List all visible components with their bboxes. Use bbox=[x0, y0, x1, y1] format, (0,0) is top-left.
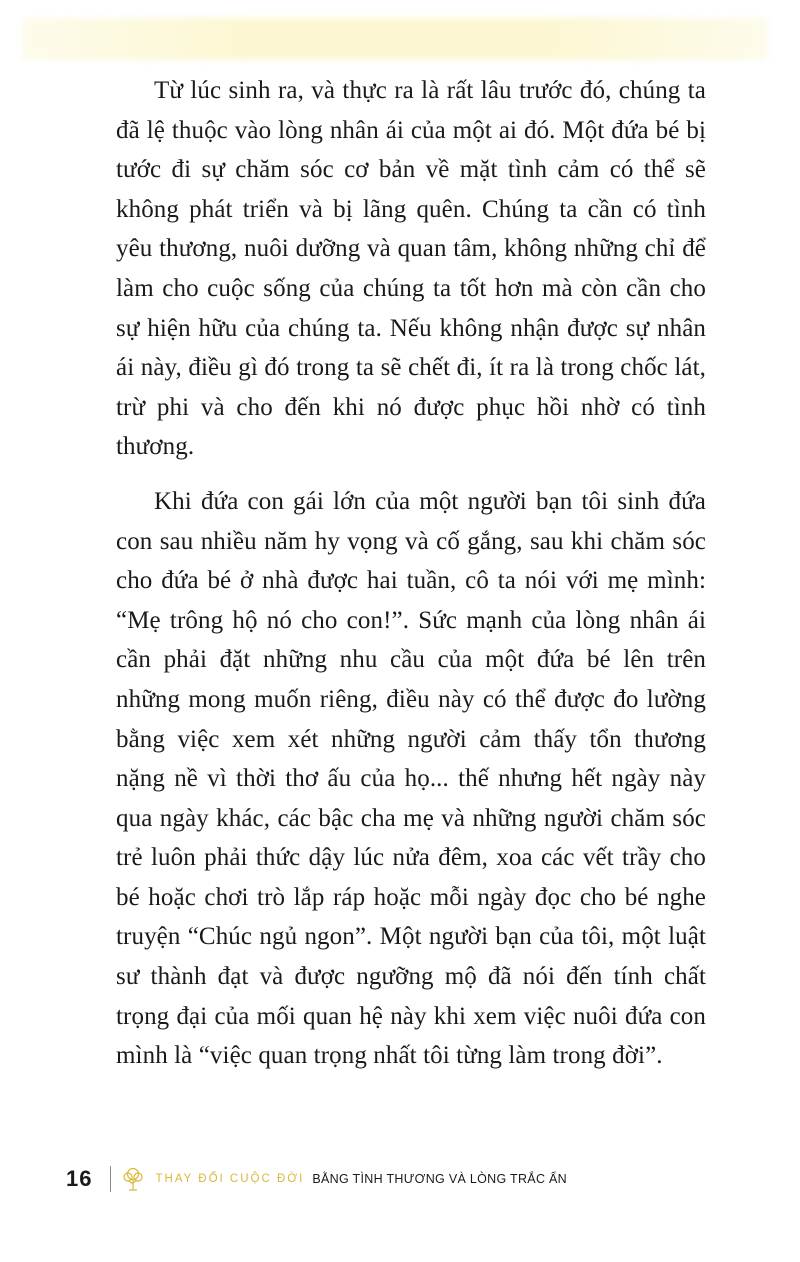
footer-divider bbox=[110, 1166, 111, 1192]
tree-icon bbox=[121, 1166, 145, 1192]
book-series-title: THAY ĐỔI CUỘC ĐỜI bbox=[155, 1173, 305, 1185]
top-highlight-band bbox=[22, 18, 768, 60]
paragraph-2: Khi đứa con gái lớn của một người bạn tôi sinh đứa con sau nhiều năm hy vọng và cố gắng, sau khi chăm sóc cho đứa bé ở nhà được hai tuần, cô ta nói với mẹ mình: “Mẹ trông hộ nó cho con!”. Sức mạnh của lòng nhân ái cần phải đặt những nhu cầu của một đứa bé lên trên những mong muốn riêng, điều này có thể được đo lường bằng việc xem xét những người cảm thấy tổn thương nặng nề vì thời thơ ấu của họ... thế nhưng hết ngày này qua ngày khác, các bậc cha mẹ và những người chăm sóc trẻ luôn phải thức dậy lúc nửa đêm, xoa các vết trầy cho bé hoặc chơi trò lắp ráp hoặc mỗi ngày đọc cho bé nghe truyện “Chúc ngủ ngon”. Một người bạn của tôi, một luật sư thành đạt và được ngưỡng mộ đã nói đến tính chất trọng đại của mối quan hệ này khi xem việc nuôi đứa con mình là “việc quan trọng nhất tôi từng làm trong đời”. bbox=[116, 487, 706, 1070]
book-subtitle: BẰNG TÌNH THƯƠNG VÀ LÒNG TRẮC ẨN bbox=[312, 1172, 568, 1186]
page-number: 16 bbox=[66, 1166, 93, 1191]
page-body bbox=[116, 71, 706, 1076]
page-footer bbox=[66, 1162, 706, 1196]
paragraph-1: Từ lúc sinh ra, và thực ra là rất lâu trước đó, chúng ta đã lệ thuộc vào lòng nhân ái của một ai đó. Một đứa bé bị tước đi sự chăm sóc cơ bản về mặt tình cảm có thể sẽ không phát triển và bị lãng quên. Chúng ta cần có tình yêu thương, nuôi dưỡng và quan tâm, không những chỉ để làm cho cuộc sống của chúng ta tốt hơn mà còn cần cho sự hiện hữu của chúng ta. Nếu không nhận được sự nhân ái này, điều gì đó trong ta sẽ chết đi, ít ra là trong chốc lát, trừ phi và cho đến khi nó được phục hồi nhờ có tình thương. bbox=[116, 77, 706, 461]
